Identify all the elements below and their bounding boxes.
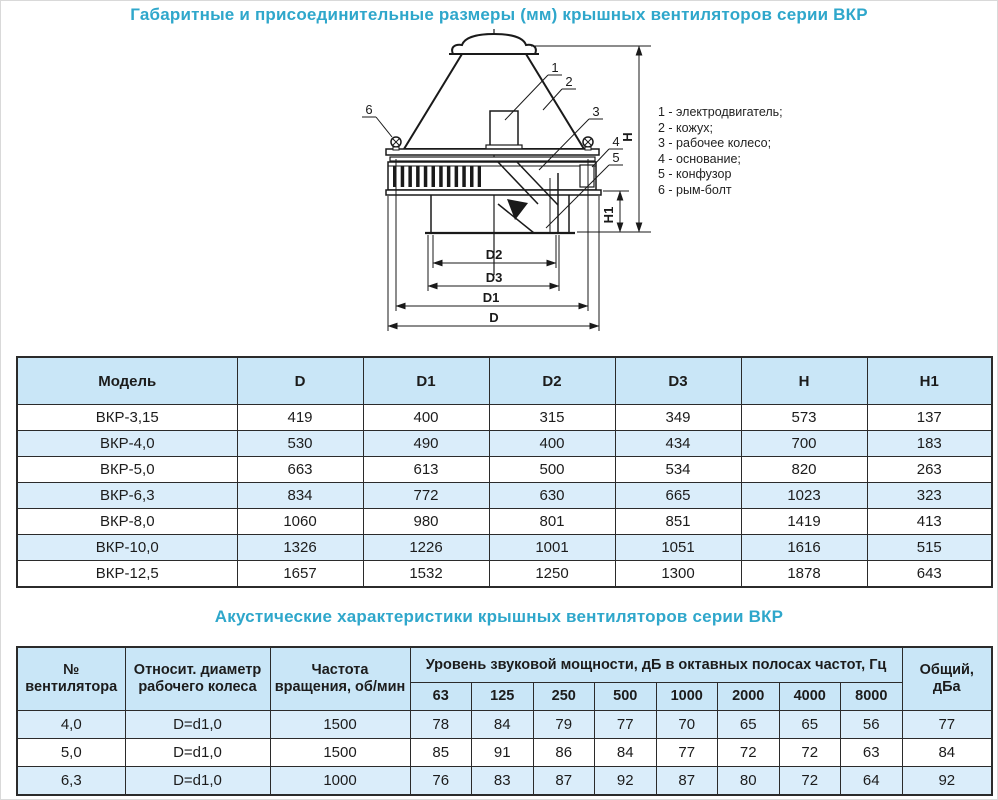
table-cell: 83 bbox=[472, 767, 534, 796]
column-header-d2: D2 bbox=[489, 357, 615, 405]
table-cell: 137 bbox=[867, 405, 992, 431]
callout-3: 3 bbox=[592, 104, 600, 119]
table-cell: 92 bbox=[902, 767, 992, 796]
freq-header-63: 63 bbox=[410, 683, 472, 711]
column-header-d: D bbox=[237, 357, 363, 405]
column-header-rel-diameter: Относит. диаметр рабочего колеса bbox=[125, 647, 270, 711]
table-cell: 5,0 bbox=[17, 739, 125, 767]
table-cell: 323 bbox=[867, 483, 992, 509]
legend-item: 6 - рым-болт bbox=[658, 182, 732, 197]
table-cell: 1226 bbox=[363, 535, 489, 561]
fan-diagram bbox=[331, 23, 671, 358]
parts-legend bbox=[658, 105, 783, 198]
table-cell: 349 bbox=[615, 405, 741, 431]
table-cell: 419 bbox=[237, 405, 363, 431]
column-header-d1: D1 bbox=[363, 357, 489, 405]
table-cell: 834 bbox=[237, 483, 363, 509]
table-cell: 851 bbox=[615, 509, 741, 535]
dimensions-table bbox=[16, 356, 993, 588]
page-title-acoustics: Акустические характеристики крышных вентиляторов серии ВКР bbox=[214, 607, 784, 626]
table-cell: 78 bbox=[410, 711, 472, 739]
table-cell: 530 bbox=[237, 431, 363, 457]
table-cell: 92 bbox=[595, 767, 657, 796]
table-cell: 700 bbox=[741, 431, 867, 457]
cap bbox=[452, 34, 536, 54]
page-title-dimensions: Габаритные и присоединительные размеры (мм) крышных вентиляторов серии ВКР bbox=[130, 5, 868, 24]
table-cell: 84 bbox=[472, 711, 534, 739]
table-row bbox=[17, 767, 992, 796]
table-cell: D=d1,0 bbox=[125, 739, 270, 767]
table-cell: 1616 bbox=[741, 535, 867, 561]
table-cell: 1023 bbox=[741, 483, 867, 509]
table-cell: 70 bbox=[656, 711, 718, 739]
table-cell: 63 bbox=[841, 739, 903, 767]
freq-header-250: 250 bbox=[533, 683, 595, 711]
motor-block bbox=[490, 111, 518, 149]
table-cell: 515 bbox=[867, 535, 992, 561]
column-header-speed: Частота вращения, об/мин bbox=[270, 647, 410, 711]
table-cell: 1060 bbox=[237, 509, 363, 535]
callout-2: 2 bbox=[565, 74, 573, 89]
table-cell: 85 bbox=[410, 739, 472, 767]
table-cell: 80 bbox=[718, 767, 780, 796]
table-row bbox=[17, 739, 992, 767]
table-cell: ВКР-8,0 bbox=[17, 509, 237, 535]
table-cell: 65 bbox=[718, 711, 780, 739]
table-row bbox=[17, 711, 992, 739]
table-cell: 400 bbox=[363, 405, 489, 431]
table-cell: 613 bbox=[363, 457, 489, 483]
table-cell: 400 bbox=[489, 431, 615, 457]
table-cell: 1326 bbox=[237, 535, 363, 561]
callout-4: 4 bbox=[612, 134, 620, 149]
table-cell: 79 bbox=[533, 711, 595, 739]
dim-d-label: D bbox=[489, 310, 499, 325]
legend-item: 3 - рабочее колесо; bbox=[658, 136, 772, 150]
table-row bbox=[17, 405, 992, 431]
confuser bbox=[425, 195, 575, 233]
table-cell: ВКР-12,5 bbox=[17, 561, 237, 588]
freq-header-1000: 1000 bbox=[656, 683, 718, 711]
table-cell: 56 bbox=[841, 711, 903, 739]
table-cell: ВКР-5,0 bbox=[17, 457, 237, 483]
table-cell: 72 bbox=[779, 739, 841, 767]
table-cell: 820 bbox=[741, 457, 867, 483]
table-cell: 1878 bbox=[741, 561, 867, 588]
table-cell: 1419 bbox=[741, 509, 867, 535]
table-row bbox=[17, 509, 992, 535]
table-cell: 87 bbox=[533, 767, 595, 796]
table-cell: 643 bbox=[867, 561, 992, 588]
freq-header-2000: 2000 bbox=[718, 683, 780, 711]
dim-d1-label: D1 bbox=[482, 290, 500, 305]
dim-d2-label: D2 bbox=[485, 247, 503, 262]
freq-header-4000: 4000 bbox=[779, 683, 841, 711]
table-cell: 500 bbox=[489, 457, 615, 483]
column-header-d3: D3 bbox=[615, 357, 741, 405]
table-cell: 434 bbox=[615, 431, 741, 457]
eye-bolt-left bbox=[391, 137, 401, 150]
table-cell: 183 bbox=[867, 431, 992, 457]
table-row bbox=[17, 535, 992, 561]
bottom-plate bbox=[386, 190, 601, 195]
table-cell: 84 bbox=[595, 739, 657, 767]
table-cell: ВКР-3,15 bbox=[17, 405, 237, 431]
table-cell: 772 bbox=[363, 483, 489, 509]
table-cell: 534 bbox=[615, 457, 741, 483]
table-cell: 1300 bbox=[615, 561, 741, 588]
table-cell: ВКР-4,0 bbox=[17, 431, 237, 457]
table-cell: 573 bbox=[741, 405, 867, 431]
table-cell: 72 bbox=[779, 767, 841, 796]
column-header-model: Модель bbox=[17, 357, 237, 405]
table-cell: 65 bbox=[779, 711, 841, 739]
table-cell: D=d1,0 bbox=[125, 711, 270, 739]
dim-h1-label: H1 bbox=[601, 206, 616, 224]
column-header-h1: H1 bbox=[867, 357, 992, 405]
table-cell: 665 bbox=[615, 483, 741, 509]
column-header-h: H bbox=[741, 357, 867, 405]
acoustics-table bbox=[16, 646, 993, 796]
table-cell: 76 bbox=[410, 767, 472, 796]
legend-item: 5 - конфузор bbox=[658, 167, 732, 181]
table-cell: 980 bbox=[363, 509, 489, 535]
table-header-row bbox=[17, 357, 992, 405]
table-cell: 1657 bbox=[237, 561, 363, 588]
table-cell: 413 bbox=[867, 509, 992, 535]
legend-item: 1 - электродвигатель; bbox=[658, 105, 783, 119]
table-row bbox=[17, 431, 992, 457]
freq-header-500: 500 bbox=[595, 683, 657, 711]
table-cell: 91 bbox=[472, 739, 534, 767]
table-cell: 315 bbox=[489, 405, 615, 431]
column-header-total-dba: Общий, дБа bbox=[902, 647, 992, 711]
table-cell: 87 bbox=[656, 767, 718, 796]
legend-item: 4 - основание; bbox=[658, 151, 741, 166]
callout-1: 1 bbox=[551, 60, 559, 75]
table-cell: 1000 bbox=[270, 767, 410, 796]
table-cell: 490 bbox=[363, 431, 489, 457]
table-cell: 86 bbox=[533, 739, 595, 767]
freq-header-8000: 8000 bbox=[841, 683, 903, 711]
eye-bolt-right bbox=[583, 137, 593, 150]
table-cell: ВКР-6,3 bbox=[17, 483, 237, 509]
legend-item: 2 - кожух; bbox=[658, 120, 713, 135]
table-header-row bbox=[17, 647, 992, 683]
table-row bbox=[17, 483, 992, 509]
table-cell: 77 bbox=[902, 711, 992, 739]
table-cell: 663 bbox=[237, 457, 363, 483]
table-cell: 77 bbox=[595, 711, 657, 739]
table-cell: 263 bbox=[867, 457, 992, 483]
table-cell: 1500 bbox=[270, 711, 410, 739]
table-cell: 630 bbox=[489, 483, 615, 509]
table-cell: 1051 bbox=[615, 535, 741, 561]
table-cell: ВКР-10,0 bbox=[17, 535, 237, 561]
table-cell: 1250 bbox=[489, 561, 615, 588]
callout-6: 6 bbox=[365, 102, 373, 117]
fan-drawing-area bbox=[331, 23, 671, 358]
table-cell: 6,3 bbox=[17, 767, 125, 796]
table-cell: 1001 bbox=[489, 535, 615, 561]
dim-h-label: H bbox=[620, 132, 635, 142]
flange-plate bbox=[386, 149, 599, 155]
callout-5: 5 bbox=[612, 150, 620, 165]
dim-d3-label: D3 bbox=[485, 270, 503, 285]
column-header-fan-number: № вентилятора bbox=[17, 647, 125, 711]
table-cell: 1500 bbox=[270, 739, 410, 767]
table-cell: D=d1,0 bbox=[125, 767, 270, 796]
freq-header-125: 125 bbox=[472, 683, 534, 711]
table-cell: 801 bbox=[489, 509, 615, 535]
table-cell: 64 bbox=[841, 767, 903, 796]
table-row bbox=[17, 457, 992, 483]
table-cell: 4,0 bbox=[17, 711, 125, 739]
table-cell: 84 bbox=[902, 739, 992, 767]
table-cell: 72 bbox=[718, 739, 780, 767]
table-cell: 77 bbox=[656, 739, 718, 767]
table-cell: 1532 bbox=[363, 561, 489, 588]
column-header-sound-power: Уровень звуковой мощности, дБ в октавных полосах частот, Гц bbox=[410, 647, 902, 683]
table-row bbox=[17, 561, 992, 588]
